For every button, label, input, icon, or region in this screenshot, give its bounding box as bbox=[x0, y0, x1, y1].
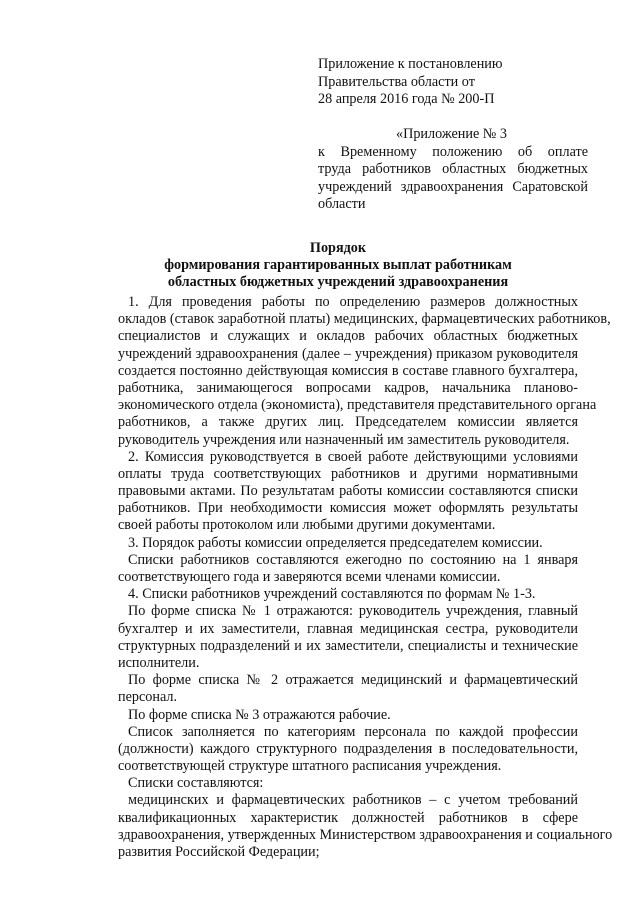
body-line: По форме списка № 2 отражается медицинский и фармацевтический bbox=[128, 672, 578, 689]
body-line: работника, занимающегося вопросами кадров, начальника планово- bbox=[118, 379, 578, 396]
body-line: соответствующего года и заверяются всеми членами комиссии. bbox=[118, 569, 501, 585]
body-line: оплаты труда соответствующих работников и другими нормативными bbox=[118, 465, 578, 482]
body-line: 1. Для проведения работы по определению размеров должностных bbox=[128, 294, 578, 310]
body-line: бухгалтер и их заместители, главная медицинская сестра, руководители bbox=[118, 620, 578, 637]
body-line: Списки работников составляются ежегодно по состоянию на 1 января bbox=[128, 551, 578, 568]
body-line: 4. Списки работников учреждений составляются по формам № 1-3. bbox=[128, 586, 536, 603]
body-line: По форме списка № 1 отражаются: руководитель учреждения, главный bbox=[128, 603, 578, 620]
title-line-3: областных бюджетных учреждений здравоохранения bbox=[167, 274, 509, 290]
header-line-3: 28 апреля 2016 года № 200-П bbox=[318, 91, 495, 107]
body-line: персонал. bbox=[118, 689, 178, 706]
body-line: своей работы протоколом или любыми другими документами. bbox=[118, 517, 496, 534]
resolution-appendix-header bbox=[318, 56, 588, 109]
body-line: структурных подразделений и их заместители, специалисты и технические bbox=[118, 637, 578, 654]
body-line: правовыми актами. По результатам работы комиссии составляются списки bbox=[118, 483, 578, 500]
appendix3-first-line: «Приложение № 3 bbox=[396, 126, 507, 142]
body-line: здравоохранения, утвержденных Министерством здравоохранения и социального bbox=[118, 826, 613, 843]
body-line: квалификационных характеристик должностей работников в сфере bbox=[118, 809, 578, 826]
body-line: работников. При необходимости комиссия может оформлять результаты bbox=[118, 500, 578, 517]
title-line-2: формирования гарантированных выплат работникам bbox=[164, 257, 512, 273]
body-line: (должности) каждого структурного подразделения в последовательности, bbox=[118, 740, 578, 757]
body-line: 2. Комиссия руководствуется в своей работе действующими условиями bbox=[128, 448, 578, 465]
body-line: учреждений здравоохранения (далее – учреждения) приказом руководителя bbox=[118, 345, 578, 362]
body-line: руководитель учреждения или назначенный им заместитель руководителя. bbox=[118, 431, 570, 448]
appendix-3-reference bbox=[318, 126, 588, 214]
body-line: окладов (ставок заработной платы) медицинских, фармацевтических работников, bbox=[118, 311, 611, 328]
body-line: Списки составляются: bbox=[128, 775, 264, 792]
body-line: Список заполняется по категориям персонала по каждой профессии bbox=[128, 723, 578, 740]
header-line-1: Приложение к постановлению bbox=[318, 56, 503, 72]
body-line: создается постоянно действующая комиссия в составе главного бухгалтера, bbox=[118, 362, 578, 379]
appendix3-line-2: труда работников областных бюджетных bbox=[318, 161, 588, 177]
document-title bbox=[118, 240, 558, 291]
body-line: исполнители. bbox=[118, 654, 200, 671]
body-line: работников, а также других лиц. Председателем комиссии является bbox=[118, 414, 578, 431]
body-line: экономического отдела (экономиста), представителя представительного органа bbox=[118, 397, 597, 414]
document-body bbox=[118, 294, 613, 861]
title-line-1: Порядок bbox=[309, 240, 367, 256]
appendix3-last-line: области bbox=[318, 196, 366, 212]
body-line: По форме списка № 3 отражаются рабочие. bbox=[128, 706, 391, 723]
header-line-2: Правительства области от bbox=[318, 73, 475, 90]
appendix3-line-3: учреждений здравоохранения Саратовской bbox=[318, 178, 588, 195]
body-line: соответствующей структуре штатного расписания учреждения. bbox=[118, 758, 502, 775]
body-line: 3. Порядок работы комиссии определяется председателем комиссии. bbox=[128, 534, 543, 551]
body-line: специалистов и служащих и окладов рабочих областных бюджетных bbox=[118, 328, 578, 345]
body-line: медицинских и фармацевтических работников – с учетом требований bbox=[128, 792, 578, 809]
appendix3-line-1: к Временному положению об оплате bbox=[318, 143, 588, 160]
body-line: развития Российской Федерации; bbox=[118, 844, 320, 860]
